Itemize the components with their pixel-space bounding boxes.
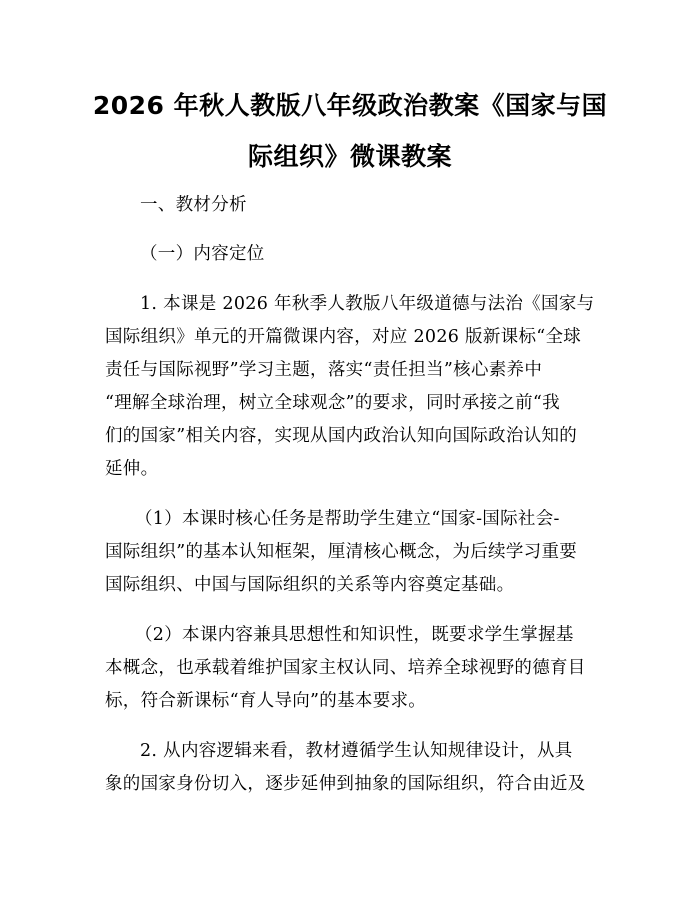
paragraph-4-line-1: 2. 从内容逻辑来看，教材遵循学生认知规律设计，从具 [140, 741, 573, 761]
paragraph-1-line-5: 们的国家”相关内容，实现从国内政治认知向国际政治认知的 [105, 426, 578, 446]
paragraph-1-line-4: “理解全球治理，树立全球观念”的要求，同时承接之前“我 [105, 393, 560, 413]
paragraph-2-line-1: （1）本课时核心任务是帮助学生建立“国家-国际社会- [135, 509, 560, 529]
document-title-line-1: 2026 年秋人教版八年级政治教案《国家与国 [92, 91, 608, 120]
paragraph-2-line-2: 国际组织”的基本认知框架，厘清核心概念，为后续学习重要 [105, 542, 578, 562]
paragraph-1-line-2: 国际组织》单元的开篇微课内容，对应 2026 版新课标“全球 [105, 327, 582, 347]
paragraph-4-line-2: 象的国家身份切入，逐步延伸到抽象的国际组织，符合由近及 [105, 774, 586, 794]
section-heading: 一、教材分析 [140, 195, 247, 215]
paragraph-2-line-3: 国际组织、中国与国际组织的关系等内容奠定基础。 [105, 575, 515, 595]
paragraph-1-line-3: 责任与国际视野”学习主题，落实“责任担当”核心素养中 [105, 360, 543, 380]
paragraph-3-line-3: 标，符合新课标“育人导向”的基本要求。 [105, 691, 427, 711]
paragraph-3-line-1: （2）本课内容兼具思想性和知识性，既要求学生掌握基 [135, 625, 574, 645]
subsection-heading: （一）内容定位 [140, 244, 265, 264]
document-title-line-2: 际组织》微课教案 [247, 142, 452, 171]
paragraph-1-line-6: 延伸。 [105, 459, 159, 479]
paragraph-3-line-2: 本概念，也承载着维护国家主权认同、培养全球视野的德育目 [105, 658, 586, 678]
paragraph-1-line-1: 1. 本课是 2026 年秋季人教版八年级道德与法治《国家与 [140, 294, 595, 314]
